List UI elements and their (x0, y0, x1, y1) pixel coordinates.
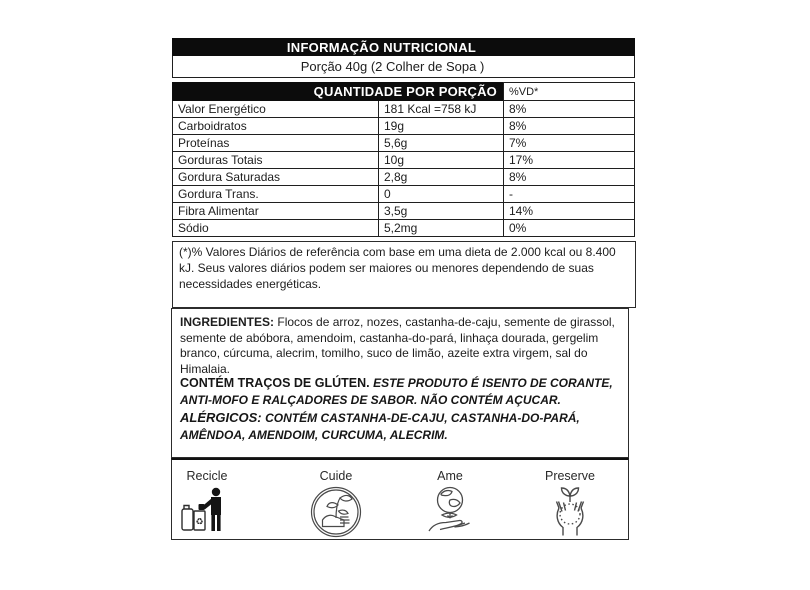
svg-text:♻: ♻ (195, 516, 204, 527)
badge-ame (415, 469, 485, 537)
nutrient-value: 10g (378, 152, 503, 169)
ingredients-label: INGREDIENTES: (180, 315, 275, 329)
table-row (172, 203, 635, 220)
serving-size: Porção 40g (2 Colher de Sopa ) (172, 56, 635, 78)
table-row (172, 220, 635, 237)
nutrient-dv: 14% (503, 203, 635, 220)
nutrient-dv: 0% (503, 220, 635, 237)
table-row (172, 186, 635, 203)
nutrient-dv: 7% (503, 135, 635, 152)
nutrient-name: Valor Energético (172, 101, 378, 118)
table-header-row (172, 82, 635, 101)
badge-label: Recicle (186, 469, 228, 483)
nutrient-value: 5,6g (378, 135, 503, 152)
badge-cuide (301, 469, 371, 539)
badge-recicle (172, 469, 242, 535)
daily-value-header: %VD* (503, 82, 635, 101)
badge-preserve (535, 469, 605, 539)
table-row (172, 152, 635, 169)
nutrient-name: Carboidratos (172, 118, 378, 135)
nutrient-value: 5,2mg (378, 220, 503, 237)
hands-sprout-icon (544, 485, 596, 539)
nutrient-name: Gordura Trans. (172, 186, 378, 203)
quantity-header: QUANTIDADE POR PORÇÃO (172, 82, 503, 101)
nutrition-table (172, 38, 635, 237)
eco-badges-section (171, 458, 629, 540)
nutrient-dv: - (503, 186, 635, 203)
nutrient-name: Proteínas (172, 135, 378, 152)
allergen-list: CONTÉM CASTANHA-DE-CAJU, CASTANHA-DO-PARÁ, AMÊNDOA, AMENDOIM, CURCUMA, ALECRIM. (180, 411, 580, 442)
hand-plant-icon (309, 485, 363, 539)
table-row (172, 169, 635, 186)
table-row (172, 101, 635, 118)
recycle-person-icon (180, 485, 234, 535)
nutrient-dv: 8% (503, 101, 635, 118)
nutrient-value: 3,5g (378, 203, 503, 220)
nutrient-name: Gordura Saturadas (172, 169, 378, 186)
nutrient-name: Gorduras Totais (172, 152, 378, 169)
nutrient-value: 181 Kcal =758 kJ (378, 101, 503, 118)
nutrient-value: 2,8g (378, 169, 503, 186)
allergen-paragraph (180, 375, 622, 444)
nutrient-dv: 8% (503, 169, 635, 186)
nutrient-name: Fibra Alimentar (172, 203, 378, 220)
gluten-warning: CONTÉM TRAÇOS DE GLÚTEN. (180, 376, 370, 390)
nutrient-dv: 8% (503, 118, 635, 135)
product-claims: ESTE PRODUTO É ISENTO DE CORANTE, ANTI-MOFO E RALÇADORES DE SABOR. NÃO CONTÉM AÇUCAR. (180, 376, 613, 407)
badge-label: Cuide (319, 469, 353, 483)
table-title: INFORMAÇÃO NUTRICIONAL (172, 38, 635, 56)
ingredients-section (171, 308, 629, 458)
badge-label: Ame (437, 469, 463, 483)
nutrient-name: Sódio (172, 220, 378, 237)
allergen-label: ALÉRGICOS: (180, 410, 262, 425)
table-row (172, 135, 635, 152)
nutrient-dv: 17% (503, 152, 635, 169)
globe-hand-icon (421, 485, 479, 537)
ingredients-paragraph (180, 315, 616, 377)
ingredients-list: Flocos de arroz, nozes, castanha-de-caju, semente de girassol, semente de abóbora, amendoim, castanha-do-pará, linhaça dourada, gergelim branco, cúrcuma, alecrim, tomilho, suco de limão, azeite extra virgem, sal do Himalaia. (180, 315, 615, 376)
badge-label: Preserve (544, 469, 596, 483)
nutrient-value: 19g (378, 118, 503, 135)
table-row (172, 118, 635, 135)
daily-value-footnote: (*)% Valores Diários de referência com base em uma dieta de 2.000 kcal ou 8.400 kJ. Seus valores diários podem ser maiores ou menores dependendo de suas necessidades energéticas. (172, 241, 636, 308)
nutrient-value: 0 (378, 186, 503, 203)
